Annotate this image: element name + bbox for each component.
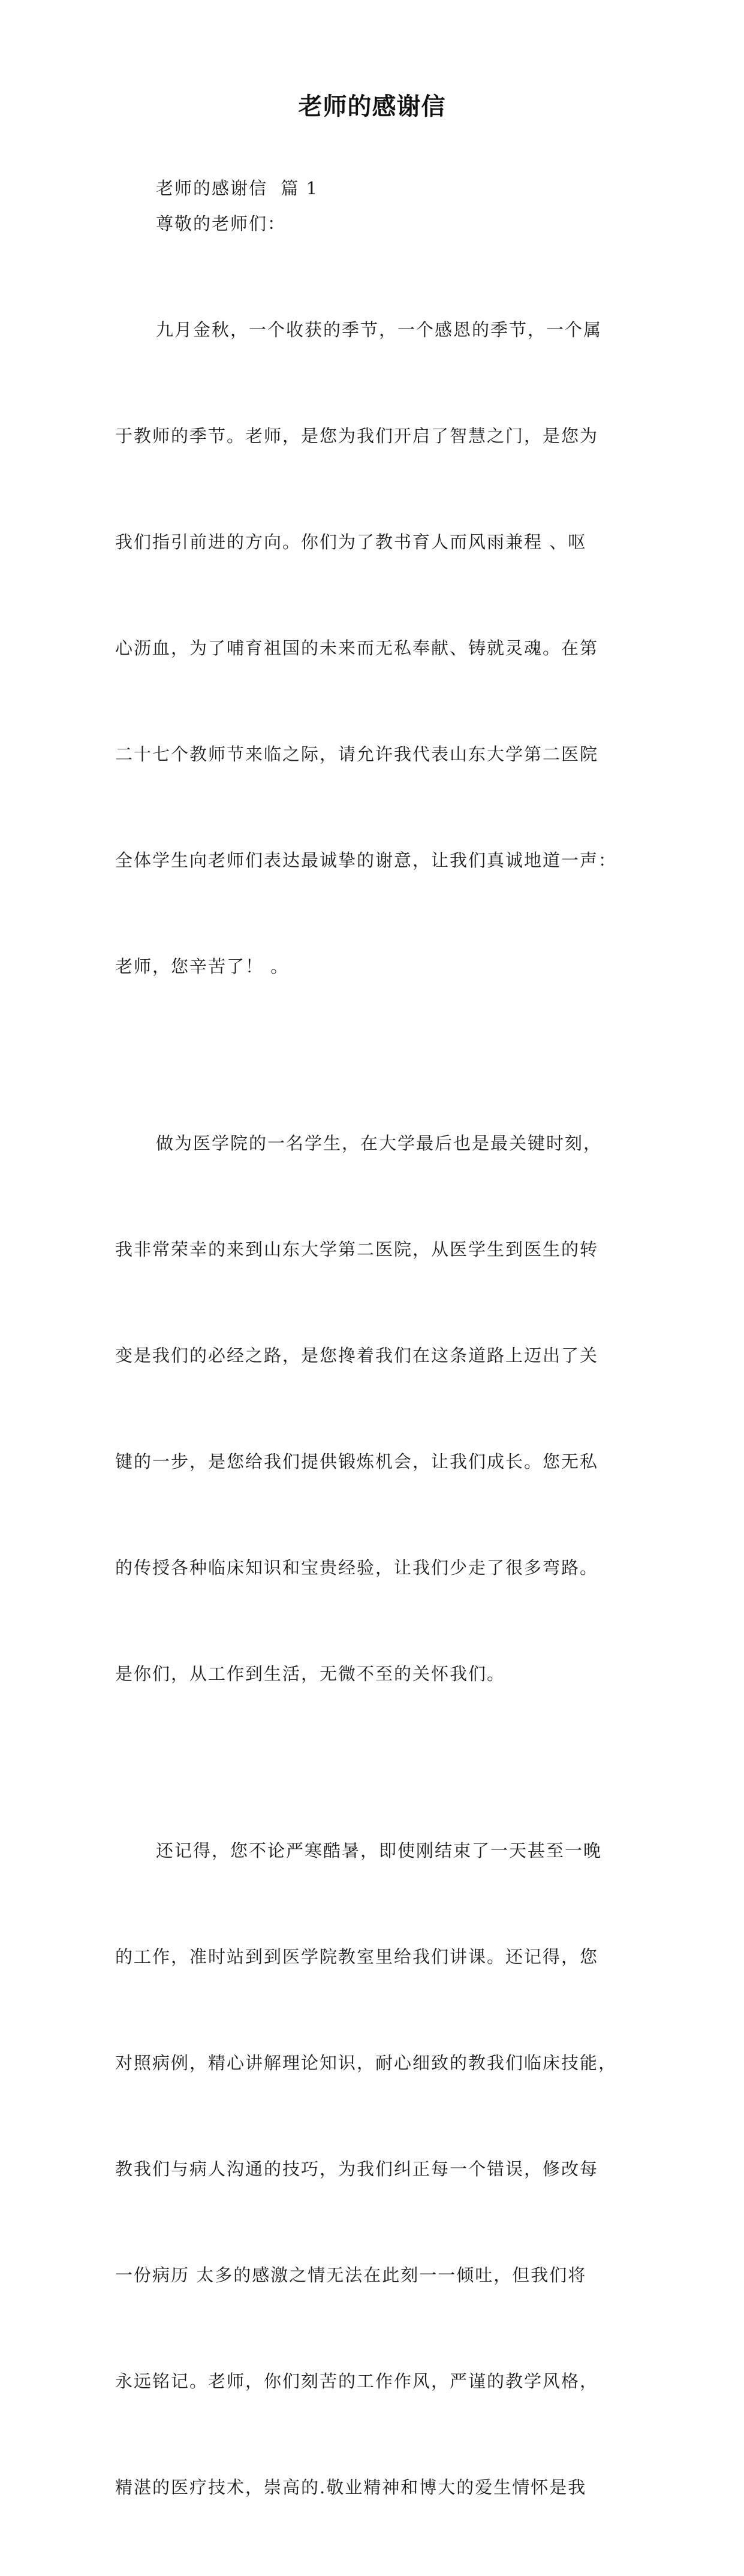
paragraph-line: 我非常荣幸的来到山东大学第二医院，从医学生到医生的转 xyxy=(115,1239,599,1260)
paragraph-line: 二十七个教师节来临之际，请允许我代表山东大学第二医院 xyxy=(115,744,599,764)
paragraph-3 xyxy=(115,1762,631,2576)
paragraph-2 xyxy=(115,1055,631,1762)
paragraph-line: 变是我们的必经之路，是您搀着我们在这条道路上迈出了关 xyxy=(115,1345,599,1366)
section-heading: 老师的感谢信 篇 1 xyxy=(156,178,319,198)
paragraph-1 xyxy=(115,242,631,1055)
paragraph-line: 是你们，从工作到生活，无微不至的关怀我们。 xyxy=(115,1664,506,1684)
paragraph-line: 教我们与病人沟通的技巧，为我们纠正每一个错误，修改每 xyxy=(115,2159,599,2179)
paragraph-line: 我们指引前进的方向。你们为了教书育人而风雨兼程 、呕 xyxy=(115,532,587,552)
salutation: 尊敬的老师们： xyxy=(156,213,287,234)
paragraph-line: 一份病历 太多的感激之情无法在此刻一一倾吐，但我们将 xyxy=(115,2265,587,2285)
document-title: 老师的感谢信 xyxy=(298,93,446,120)
paragraph-line: 的传授各种临床知识和宝贵经验，让我们少走了很多弯路。 xyxy=(115,1557,599,1578)
paragraph-line: 的工作，准时站到到医学院教室里给我们讲课。还记得，您 xyxy=(115,1947,599,1967)
paragraph-line: 全体学生向老师们表达最诚挚的谢意，让我们真诚地道一声： xyxy=(115,850,618,870)
paragraph-line: 于教师的季节。老师，是您为我们开启了智慧之门，是您为 xyxy=(115,426,599,446)
paragraph-line: 老师，您辛苦了！ 。 xyxy=(115,956,290,977)
paragraph-line: 心沥血，为了哺育祖国的未来而无私奉献、铸就灵魂。在第 xyxy=(115,638,599,658)
paragraph-line: 键的一步，是您给我们提供锻炼机会，让我们成长。您无私 xyxy=(115,1451,599,1472)
paragraph-line: 对照病例，精心讲解理论知识，耐心细致的教我们临床技能， xyxy=(115,2053,618,2073)
paragraph-line: 精湛的医疗技术，崇高的.敬业精神和博大的爱生情怀是我 xyxy=(115,2477,587,2497)
paragraph-line: 还记得，您不论严寒酷暑，即使刚结束了一天甚至一晚 xyxy=(156,1840,603,1861)
paragraph-line: 永远铭记。老师，你们刻苦的工作作风，严谨的教学风格， xyxy=(115,2371,599,2391)
paragraph-line: 九月金秋，一个收获的季节，一个感恩的季节，一个属 xyxy=(156,320,603,340)
paragraph-line: 做为医学院的一名学生，在大学最后也是最关键时刻， xyxy=(156,1133,603,1153)
letter-body xyxy=(115,171,631,2576)
